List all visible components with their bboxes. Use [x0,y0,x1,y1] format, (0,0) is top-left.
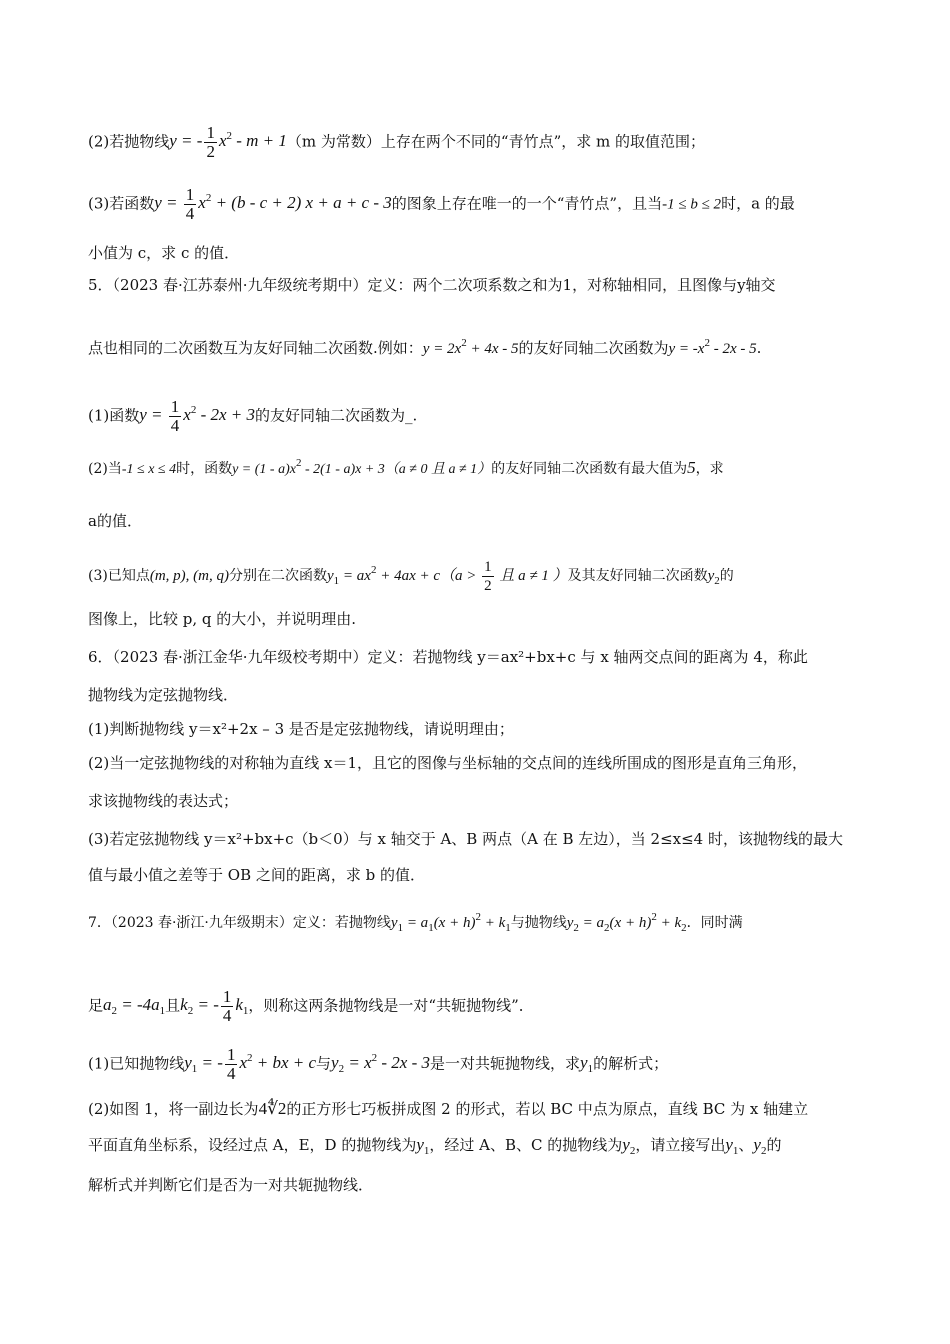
q7-part1 [88,1046,870,1083]
text: ，经过 A、B、C 的抛物线为 [429,1136,623,1154]
text: 7．（2023 春·浙江·九年级期末）定义：若抛物线 [88,915,391,931]
q7-part2-line2 [88,1134,870,1162]
formula: $y_2$ [753,1135,767,1157]
text: 且 [165,996,181,1015]
formula: y = $\frac{1}{4}$ $x^2 - 2x + 3$ [139,397,256,435]
q5-part3 [88,558,870,595]
q6-part1: (1)判断抛物线 y＝x²+2x – 3 是否是定弦抛物线，请说明理由； [88,720,514,738]
text: 的友好同轴二次函数为_. [255,406,418,425]
text: 的解析式； [593,1054,669,1073]
q5-example [88,332,870,360]
q5-heading: 5．（2023 春·江苏泰州·九年级统考期中）定义：两个二次项系数之和为1，对称轴相同，且图像与y轴交 [88,276,776,294]
text: （m 为常数）上存在两个不同的“青竹点”，求 m 的取值范围； [286,132,705,151]
formula: $y_1 = a_1(x + h)^2 + k_1$ [390,911,511,934]
text: (1)已知抛物线 [88,1054,185,1073]
formula: $y_2$ [707,567,720,587]
q6-part3-cont: 值与最小值之差等于 OB 之间的距离，求 b 的值． [88,866,425,884]
text: 分别在二次函数 [229,567,327,584]
formula: $k_2$ = - $\frac{1}{4}$ $k_1$ [180,987,249,1025]
q6-part3: (3)若定弦抛物线 y＝x²+bx+c（b＜0）与 x 轴交于 A、B 两点（A 在 B 左边），当 2≤x≤4 时，该抛物线的最大 [88,830,843,848]
q7-part2-line3: 解析式并判断它们是否为一对共轭抛物线． [88,1176,374,1194]
text: 及其友好同轴二次函数 [567,567,708,584]
q4-part2 [88,124,870,161]
q6-heading: 6．（2023 春·浙江金华·九年级校考期中）定义：若抛物线 y＝ax²+bx+c 与 x 轴两交点间的距离为 4，称此 [88,648,808,666]
text: (2)如图 1，将一副边长为 [88,1100,259,1118]
q5-part2 [88,452,870,481]
text: 平面直角坐标系，设经过点 A，E，D 的抛物线为 [88,1136,417,1154]
formula: 4∜2 [258,1099,287,1118]
text: (2)若抛物线 [88,132,170,151]
text: 的 [719,567,734,584]
q5-part1 [88,398,870,435]
text: (3)已知点 [88,567,150,584]
formula: -1 ≤ x ≤ 4 [121,462,177,477]
text: 的友好同轴二次函数为 [518,339,669,357]
formula: y = $\frac{1}{4}$ $x^2 + (b - c + 2) x + a + c - 3$ [154,185,392,223]
q4-part3 [88,186,870,223]
text: 是一对共轭抛物线，求 [430,1054,581,1073]
text: 时，a 的最 [721,194,795,213]
q4-part3-cont: 小值为 c，求 c 的值． [88,244,240,262]
q6-heading-cont: 抛物线为定弦抛物线． [88,686,239,704]
text: (3)若函数 [88,194,155,213]
formula: $y_1$ = - $\frac{1}{4}$ $x^2$ + bx + c [184,1045,317,1083]
formula: $y_2 = x^2 - 2x - 3$ [331,1052,430,1076]
text: 的图象上存在唯一的一个“青竹点”，且当 [391,194,663,213]
q7-condition [88,988,870,1025]
text: 与 [316,1054,332,1073]
text: ．同时满 [686,915,743,931]
text: ，请立接写出 [635,1136,726,1154]
formula: y = - $\frac{1}{2}$ $x^2 - m + 1$ [169,123,287,161]
text: (1)函数 [88,406,140,425]
text: 足 [88,996,104,1015]
q6-part2-cont: 求该抛物线的表达式； [88,792,239,810]
formula: $y_1$ [725,1135,739,1157]
q7-part2 [88,1098,870,1120]
formula: $y = -x^2 - 2x - 5$ [668,337,757,357]
formula: -1 ≤ b ≤ 2 [662,196,722,213]
formula: $y_2$ [622,1135,636,1157]
text: 的 [766,1136,782,1154]
formula: $y_1$ [416,1135,430,1157]
q7-heading [88,906,870,939]
formula: $y_2 = a_2(x + h)^2 + k_2$ [566,911,687,934]
q5-part2-cont: a的值． [88,512,142,530]
formula: （a ≠ 0 且 a ≠ 1） [384,462,492,477]
text: ，求 [695,461,724,477]
text: 点也相同的二次函数互为友好同轴二次函数.例如： [88,339,423,357]
text: 时，函数 [176,461,233,477]
text: 的友好同轴二次函数有最大值为 [491,461,688,477]
formula: $y = (1 - a)x^2 - 2(1 - a)x + 3$ [232,457,385,477]
formula: $y_1 = ax^2 + 4ax + c(a$ > $\frac{1}{2}$ 且 a ≠ 1 ） [327,559,568,594]
q5-part3-cont: 图像上，比较 p, q 的大小，并说明理由. [88,610,357,628]
text: 与抛物线 [510,915,567,931]
formula: (m, p), (m, q) [149,567,229,584]
q6-part2: (2)当一定弦抛物线的对称轴为直线 x＝1，且它的图像与坐标轴的交点间的连线所围成的图形是直角三角形， [88,754,808,772]
formula: $a_2 = -4a_1$ [103,995,166,1018]
formula: 5 [687,458,696,477]
text: (2)当 [88,461,122,477]
text: 的正方形七巧板拼成图 2 的形式，若以 BC 中点为原点，直线 BC 为 x 轴建立 [286,1100,809,1118]
formula: $y = 2x^2 + 4x - 5$ [422,337,519,357]
text: 、 [738,1136,754,1154]
text: ，则称这两条抛物线是一对“共轭抛物线”． [248,996,534,1015]
formula: $y_1$ [580,1053,594,1076]
text: . [756,339,762,357]
